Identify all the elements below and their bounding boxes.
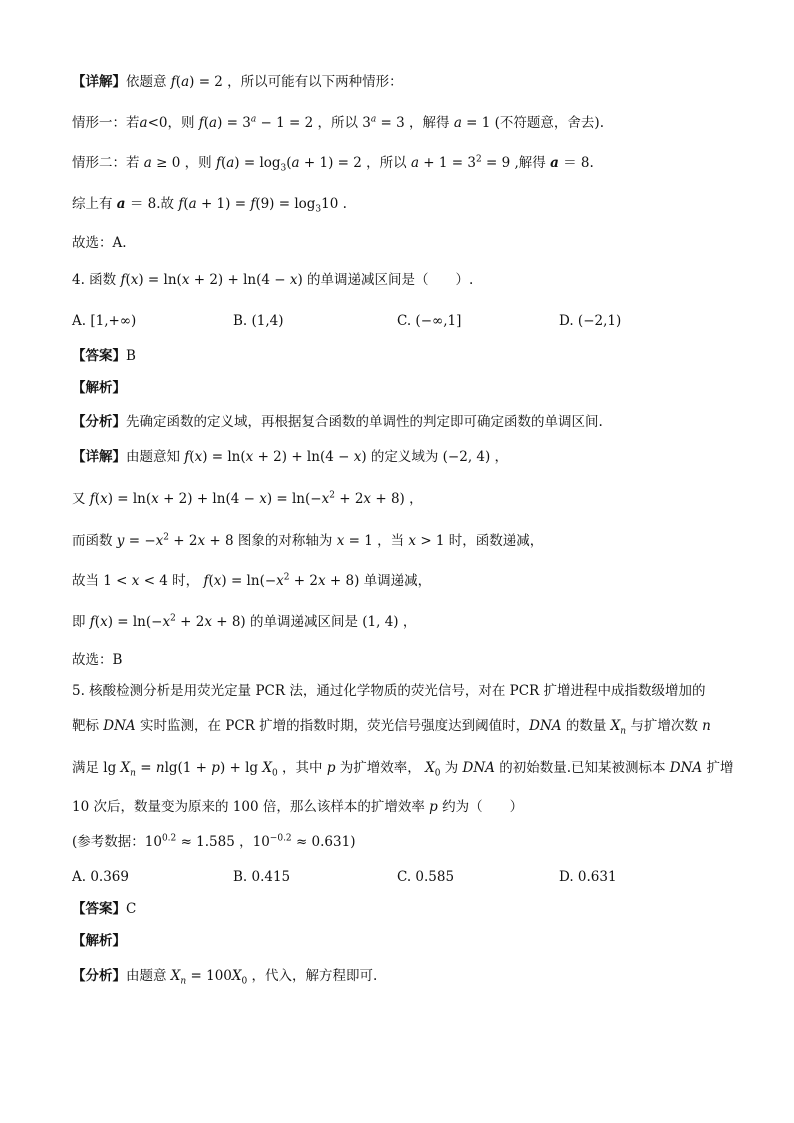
text-line: 10 次后，数量变为原来的 100 倍，那么该样本的扩增效率 p 约为（ ）	[72, 799, 524, 815]
answer-label: 【答案】B	[72, 348, 136, 364]
q4-option-a: A. [1,+∞)	[72, 313, 137, 329]
analysis-label: 【解析】	[72, 933, 126, 949]
text-line: 而函数 $y = -x^2 + 2x + 8$ 图象的对称轴为 x = 1 ，当 x > 1 时，函数递减，	[72, 532, 544, 549]
text-line: 【详解】由题意知 f(x) = ln(x + 2) + ln(4 − x) 的定义域为 (−2, 4) ，	[72, 449, 509, 465]
text-line: 故当 1 < x < 4 时， $f(x) = \ln(-x^2 + 2x + 8)$ 单调递减，	[72, 572, 432, 589]
q4-option-b: B. (1,4)	[233, 313, 284, 329]
text-line: 综上有 a ＝ 8.故 $f(a + 1) = f(9) = \log_310$ .	[72, 196, 347, 215]
q5-option-c: C. 0.585	[397, 869, 455, 885]
text-line: 情形一：若a<0，则 $f(a) = 3^a - 1 = 2$ ，所以 $3^a = 3$ ，解得 a = 1 (不符题意，舍去).	[72, 114, 604, 131]
text-line: 满足 $\lg X_n = nlg(1 + p) + \lg X_0$ ，其中 p 为扩增效率， $X_0$ 为 DNA 的初始数量.已知某被测标本 DNA 扩增	[72, 760, 734, 779]
analysis-label: 【解析】	[72, 380, 126, 396]
answer-label: 【答案】C	[72, 901, 137, 917]
q5-option-d: D. 0.631	[559, 869, 617, 885]
q5-option-b: B. 0.415	[233, 869, 291, 885]
text-line: 又 $f(x) = \ln(x + 2) + \ln(4 - x) = \ln(-x^2 + 2x + 8)$ ，	[72, 490, 423, 507]
question-5-stem: 5. 核酸检测分析是用荧光定量 PCR 法，通过化学物质的荧光信号，对在 PCR 扩增进程中成指数级增加的	[72, 683, 706, 699]
q4-option-c: C. (−∞,1]	[397, 313, 462, 329]
text-line: 即 $f(x) = \ln(-x^2 + 2x + 8)$ 的单调递减区间是 (1, 4) ，	[72, 613, 417, 630]
text-line: 靶标 DNA 实时监测，在 PCR 扩增的指数时期，荧光信号强度达到阈值时，DNA 的数量 $X_n$ 与扩增次数 n	[72, 718, 711, 737]
q4-option-d: D. (−2,1)	[559, 313, 622, 329]
text-line: 【分析】先确定函数的定义域，再根据复合函数的单调性的判定即可确定函数的单调区间.	[72, 414, 603, 430]
text-line: 故选：A.	[72, 235, 127, 251]
question-4-stem: 4. 函数 f(x) = ln(x + 2) + ln(4 − x) 的单调递减区间是（ ）.	[72, 272, 474, 288]
text-line: 【分析】由题意 $X_n = 100X_0$ ，代入，解方程即可.	[72, 968, 378, 987]
text-line: 情形二：若 a ≥ 0 ，则 $f(a) = \log_3(a + 1) = 2$ ，所以 $a + 1 = 3^2 = 9$ ,解得 a ＝ 8.	[72, 154, 594, 174]
text-line: 【详解】依题意 f(a) = 2 ，所以可能有以下两种情形：	[72, 74, 403, 90]
q5-option-a: A. 0.369	[72, 869, 129, 885]
text-line: (参考数据：$10^{0.2} \approx 1.585$ ，$10^{-0.2} \approx 0.631$)	[72, 833, 356, 850]
text-line: 故选：B	[72, 652, 123, 668]
